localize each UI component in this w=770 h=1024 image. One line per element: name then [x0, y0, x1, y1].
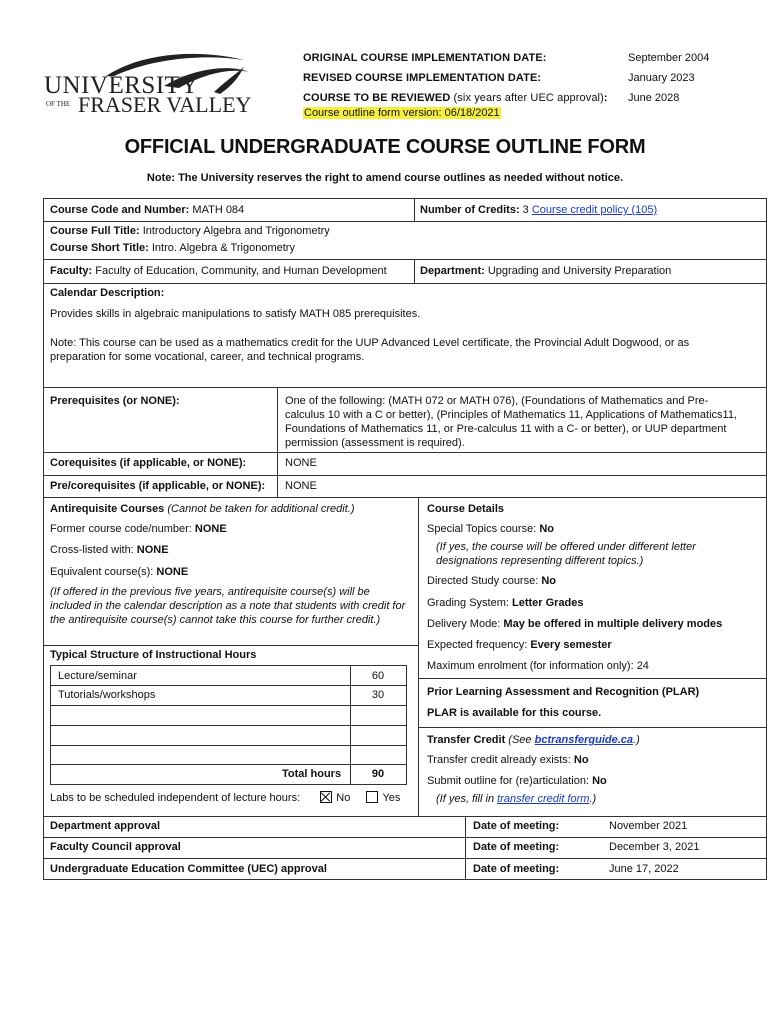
corequisites-value: NONE — [285, 457, 317, 469]
transfer-credit-heading: Transfer Credit (See bctransferguide.ca.) — [427, 734, 640, 746]
hours-table — [50, 665, 407, 785]
hours-heading: Typical Structure of Instructional Hours — [50, 649, 257, 661]
maximum-enrolment: Maximum enrolment (for information only): 24 — [427, 660, 649, 672]
department-approval-label: Department approval — [50, 820, 161, 832]
antirequisite-heading: Antirequisite Courses (Cannot be taken for additional credit.) — [50, 503, 355, 515]
transfer-credit-exists: Transfer credit already exists: No — [427, 754, 589, 766]
original-date-label: ORIGINAL COURSE IMPLEMENTATION DATE: — [303, 52, 547, 64]
bctransferguide-link[interactable]: bctransferguide.ca — [534, 734, 634, 746]
corequisites-label: Corequisites (if applicable, or NONE): — [50, 457, 247, 469]
meeting-date-value: December 3, 2021 — [609, 841, 700, 853]
course-short-title: Course Short Title: Intro. Algebra & Trigonometry — [50, 242, 295, 254]
hours-row-label: Lecture/seminar — [58, 670, 137, 682]
logo-of-the-text: OF THE — [46, 100, 71, 108]
prerequisites-value: One of the following: (MATH 072 or MATH 076), (Foundations of Mathematics and Pre-calculus 10 with a C or better), (Principles of Mathematics 11, Applications of Mathematics11, Foundations of Mathematics 11, or Pre-calculus 11 with a C- or better), or UUP department permission (assessment is required). — [285, 395, 738, 449]
revised-date-label: REVISED COURSE IMPLEMENTATION DATE: — [303, 72, 542, 84]
total-hours-label: Total hours — [282, 768, 342, 780]
antirequisite-note: (If offered in the previous five years, antirequisite course(s) will be included in the calendar description as a note that students with credit for the antirequisite course(s) cannot take this course for further credit.) — [50, 586, 406, 626]
transfer-credit-form-link[interactable]: transfer credit form — [497, 793, 590, 805]
special-topics: Special Topics course: No — [427, 523, 554, 535]
logo-university-text: UNIVERSITY — [44, 72, 199, 99]
plar-value: PLAR is available for this course. — [427, 707, 602, 719]
precorequisites-value: NONE — [285, 480, 317, 492]
form-version: Course outline form version: 06/18/2021 — [304, 107, 500, 119]
calendar-description-text: Provides skills in algebraic manipulations to satisfy MATH 085 prerequisites. — [50, 308, 421, 320]
logo-fraser-valley-text: FRASER VALLEY — [78, 92, 252, 117]
meeting-date-label: Date of meeting: — [473, 841, 560, 853]
cross-listed: Cross-listed with: NONE — [50, 544, 169, 556]
precorequisites-label: Pre/corequisites (if applicable, or NONE): — [50, 480, 266, 492]
delivery-mode: Delivery Mode: May be offered in multiple delivery modes — [427, 618, 723, 630]
expected-frequency: Expected frequency: Every semester — [427, 639, 612, 651]
amend-note: Note: The University reserves the right to amend course outlines as needed without notice. — [146, 172, 624, 184]
meeting-date-value: November 2021 — [609, 820, 688, 832]
plar-heading: Prior Learning Assessment and Recognition (PLAR) — [427, 686, 700, 698]
meeting-date-label: Date of meeting: — [473, 863, 560, 875]
former-course-code: Former course code/number: NONE — [50, 523, 227, 535]
review-date-label: COURSE TO BE REVIEWED (six years after UEC approval): — [303, 92, 608, 104]
meeting-date-label: Date of meeting: — [473, 820, 560, 832]
labs-yes-checkbox[interactable] — [366, 791, 378, 803]
equivalent-courses: Equivalent course(s): NONE — [50, 566, 189, 578]
original-date-value: September 2004 — [628, 52, 710, 64]
hours-row-label: Tutorials/workshops — [58, 689, 156, 701]
review-date-value: June 2028 — [628, 92, 680, 104]
labs-no-checkbox[interactable] — [320, 791, 332, 803]
total-hours-value: 90 — [371, 768, 385, 780]
department: Department: Upgrading and University Preparation — [420, 265, 672, 277]
uec-approval-label: Undergraduate Education Committee (UEC) approval — [50, 863, 327, 875]
course-details-heading: Course Details — [427, 503, 505, 515]
submit-for-articulation: Submit outline for (re)articulation: No — [427, 775, 607, 787]
revised-date-value: January 2023 — [628, 72, 695, 84]
prerequisites-label: Prerequisites (or NONE): — [50, 395, 180, 407]
grading-system: Grading System: Letter Grades — [427, 597, 584, 609]
calendar-description-label: Calendar Description: — [50, 287, 165, 299]
credit-policy-link[interactable]: Course credit policy (105) — [531, 204, 658, 216]
faculty: Faculty: Faculty of Education, Community, and Human Development — [50, 265, 387, 277]
meeting-date-value: June 17, 2022 — [609, 863, 679, 875]
hours-row-value: 60 — [371, 670, 385, 682]
page-title: OFFICIAL UNDERGRADUATE COURSE OUTLINE FORM — [124, 136, 646, 158]
calendar-note: Note: This course can be used as a mathematics credit for the UUP Advanced Level certificate, the Provincial Adult Dogwood, or as preparation for some vocational, career, and technical programs. — [50, 337, 690, 363]
special-topics-note: (If yes, the course will be offered under different letter designations representing different topics.) — [436, 541, 696, 567]
labs-question: Labs to be scheduled independent of lecture hours: No Yes — [50, 792, 401, 804]
course-full-title: Course Full Title: Introductory Algebra and Trigonometry — [50, 225, 330, 237]
directed-study: Directed Study course: No — [427, 575, 557, 587]
hours-row-value: 30 — [371, 689, 385, 701]
articulation-note: (If yes, fill in transfer credit form.) — [436, 793, 597, 805]
credits: Number of Credits: 3 Course credit policy (105) — [420, 204, 658, 216]
faculty-council-approval-label: Faculty Council approval — [50, 841, 181, 853]
course-code: Course Code and Number: MATH 084 — [50, 204, 245, 216]
university-logo — [44, 46, 254, 126]
